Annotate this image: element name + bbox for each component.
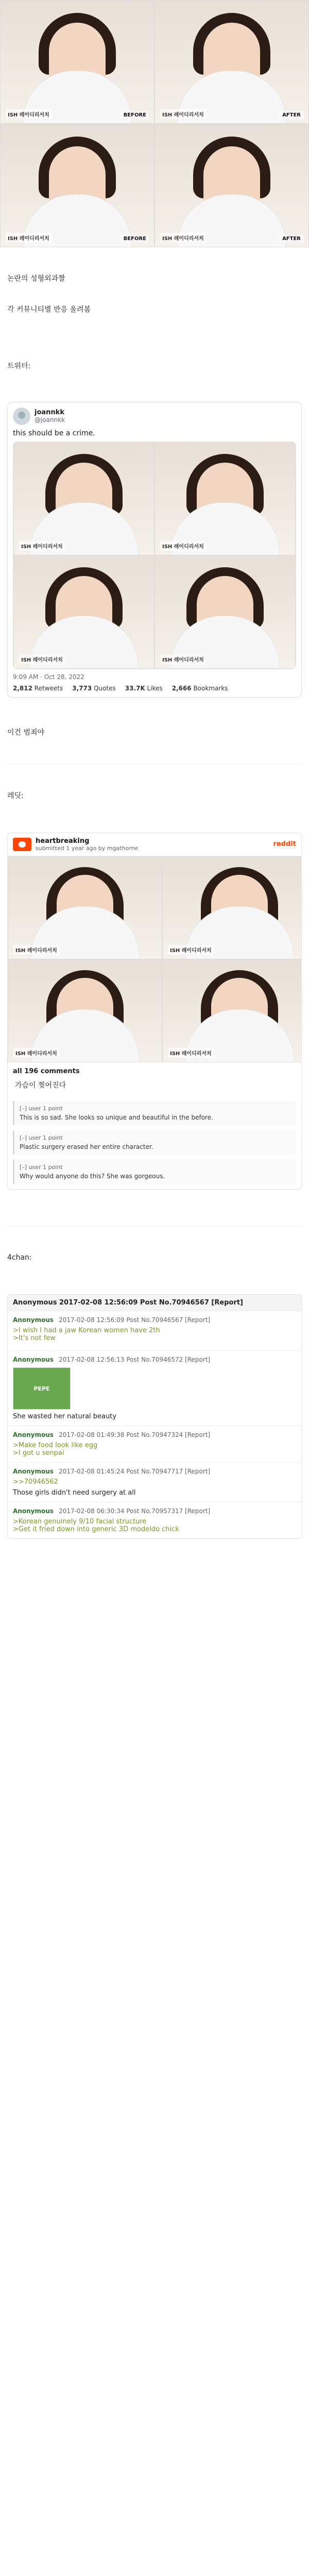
watermark: ISH 레이디리서치 <box>19 654 65 664</box>
pepe-frog-image: PEPE <box>13 1367 71 1410</box>
watermark: ISH 레이디리서치 <box>13 1048 59 1058</box>
tweet-name: joannkk <box>35 409 64 417</box>
quotes-stat <box>72 685 116 692</box>
reddit-comment <box>13 1101 296 1125</box>
twitter-comment: 이건 범죄야 <box>7 728 45 737</box>
fourchan-heading-wrap <box>0 1195 309 1289</box>
watermark: ISH 레이디리서치 <box>160 654 206 664</box>
fourchan-post <box>8 1462 301 1502</box>
intro <box>0 247 309 398</box>
reddit-title-wrap <box>36 837 138 852</box>
watermark: ISH 레이디리서치 <box>160 233 206 243</box>
reddit-before-after <box>8 856 302 1062</box>
tweet-photo-4 <box>154 555 296 669</box>
bookmarks-count: 2,666 <box>171 684 192 692</box>
post-meta <box>13 1316 296 1324</box>
tweet-text: this should be a crime. <box>13 429 95 437</box>
tweet-time: 9:09 AM · Oct 28, 2022 <box>13 673 84 681</box>
reddit-photo-3 <box>8 959 162 1062</box>
greentext: >I wish I had a jaw Korean women have 2th >It's not few <box>13 1327 160 1343</box>
reddit-photo-1 <box>8 856 162 959</box>
greentext: >>70946562 <box>13 1478 58 1486</box>
post-author: Anonymous <box>13 1468 54 1476</box>
after-label: AFTER <box>280 235 303 243</box>
post-meta-rest: 2017-02-08 01:45:24 Post No.70947717 [Report] <box>59 1468 211 1476</box>
tweet-media <box>13 442 296 669</box>
reddit-note: 가슴이 찢어진다 <box>15 1081 66 1090</box>
comment-text: Why would anyone do this? She was gorgeous. <box>20 1173 165 1180</box>
post-text: Those girls didn't need surgery at all <box>13 1489 136 1497</box>
likes-count: 33.7K <box>125 684 145 692</box>
watermark: ISH 레이디리서치 <box>160 541 206 551</box>
reddit-brand: reddit <box>273 840 296 849</box>
reddit-comment <box>13 1160 296 1184</box>
reddit-logo-icon <box>13 838 31 851</box>
twitter-followup <box>0 702 309 827</box>
fourchan-post <box>8 1502 301 1538</box>
post-author: Anonymous <box>13 1507 54 1515</box>
reddit-subtitle: submitted 1 year ago by mgathorne <box>36 844 139 852</box>
post-meta <box>13 1356 296 1363</box>
before-after-grid-top <box>0 0 309 247</box>
fourchan-thread-title: Anonymous 2017-02-08 12:56:09 Post No.70946567 [Report] <box>8 1295 301 1311</box>
watermark: ISH 레이디리서치 <box>168 945 214 955</box>
photo-after-2 <box>154 124 309 247</box>
retweets-stat <box>13 685 63 692</box>
fourchan-post <box>8 1426 301 1462</box>
divider <box>7 1226 302 1227</box>
tweet-user <box>35 409 65 423</box>
tweet-photo-3 <box>13 555 154 669</box>
intro-line-1: 논란의 성형외과짤 <box>7 274 65 283</box>
watermark: ISH 레이디리서치 <box>13 945 59 955</box>
tweet-photo-2 <box>154 442 296 555</box>
post-author: Anonymous <box>13 1356 54 1364</box>
tweet-stats <box>13 685 296 692</box>
quotes-count: 3,773 <box>72 684 92 692</box>
watermark: ISH 레이디리서치 <box>19 541 65 551</box>
photo-after-1 <box>154 0 309 124</box>
fourchan-thread <box>7 1294 302 1539</box>
greentext: >Korean genuinely 9/10 facial structure >Get it fried down into generic 3D modeldo chick <box>13 1518 179 1534</box>
before-label: BEFORE <box>121 111 149 119</box>
photo-before-1 <box>0 0 154 124</box>
reddit-card <box>7 833 302 1190</box>
tweet-card <box>7 402 302 698</box>
fourchan-heading: 4chan: <box>7 1253 32 1262</box>
retweets-label: Retweets <box>34 684 63 692</box>
reddit-comments-count: all 196 comments <box>13 1067 80 1075</box>
tweet-header <box>13 408 296 425</box>
reddit-title: heartbreaking <box>36 837 90 845</box>
comment-meta: [–] user 1 point <box>20 1134 63 1142</box>
watermark: ISH 레이디리서치 <box>160 109 206 119</box>
fourchan-post <box>8 1311 301 1350</box>
twitter-heading: 트위터: <box>7 362 31 370</box>
fourchan-post <box>8 1350 301 1426</box>
watermark: ISH 레이디리서치 <box>168 1048 214 1058</box>
reddit-heading: 레딧: <box>7 791 24 800</box>
likes-stat <box>125 685 163 692</box>
comment-meta: [–] user 1 point <box>20 1105 63 1112</box>
bookmarks-stat <box>172 685 228 692</box>
post-meta-rest: 2017-02-08 06:30:34 Post No.70957317 [Report] <box>59 1507 211 1515</box>
tweet-handle: @joannkk <box>35 416 65 424</box>
before-label: BEFORE <box>121 235 149 243</box>
after-label: AFTER <box>280 111 303 119</box>
watermark: ISH 레이디리서치 <box>6 109 52 119</box>
comment-meta: [–] user 1 point <box>20 1164 63 1171</box>
reddit-photo-4 <box>162 959 302 1062</box>
comment-text: Plastic surgery erased her entire character. <box>20 1143 153 1151</box>
quotes-label: Quotes <box>94 684 116 692</box>
post-meta-rest: 2017-02-08 12:56:13 Post No.70946572 [Report] <box>59 1356 211 1364</box>
post-author: Anonymous <box>13 1316 54 1324</box>
post-meta-rest: 2017-02-08 01:49:38 Post No.70947324 [Report] <box>59 1431 211 1439</box>
post-meta <box>13 1431 296 1438</box>
comment-text: This is so sad. She looks so unique and beautiful in the before. <box>20 1114 213 1122</box>
post-meta <box>13 1468 296 1475</box>
photo-before-2 <box>0 124 154 247</box>
greentext: >Make food look like egg >I got u senpai <box>13 1442 98 1458</box>
reddit-photo-2 <box>162 856 302 959</box>
likes-label: Likes <box>147 684 163 692</box>
tweet-photo-1 <box>13 442 154 555</box>
post-meta-rest: 2017-02-08 12:56:09 Post No.70946567 [Report] <box>59 1316 211 1324</box>
post-author: Anonymous <box>13 1431 54 1439</box>
divider <box>7 764 302 765</box>
retweets-count: 2,812 <box>13 684 32 692</box>
reddit-comment <box>13 1130 296 1155</box>
intro-line-2: 각 커뮤니티별 반응 올려봄 <box>7 306 91 314</box>
watermark: ISH 레이디리서치 <box>6 233 52 243</box>
avatar <box>13 408 30 425</box>
reddit-header <box>8 833 301 856</box>
post-meta <box>13 1507 296 1515</box>
post-text: She wasted her natural beauty <box>13 1413 117 1421</box>
bookmarks-label: Bookmarks <box>193 684 228 692</box>
